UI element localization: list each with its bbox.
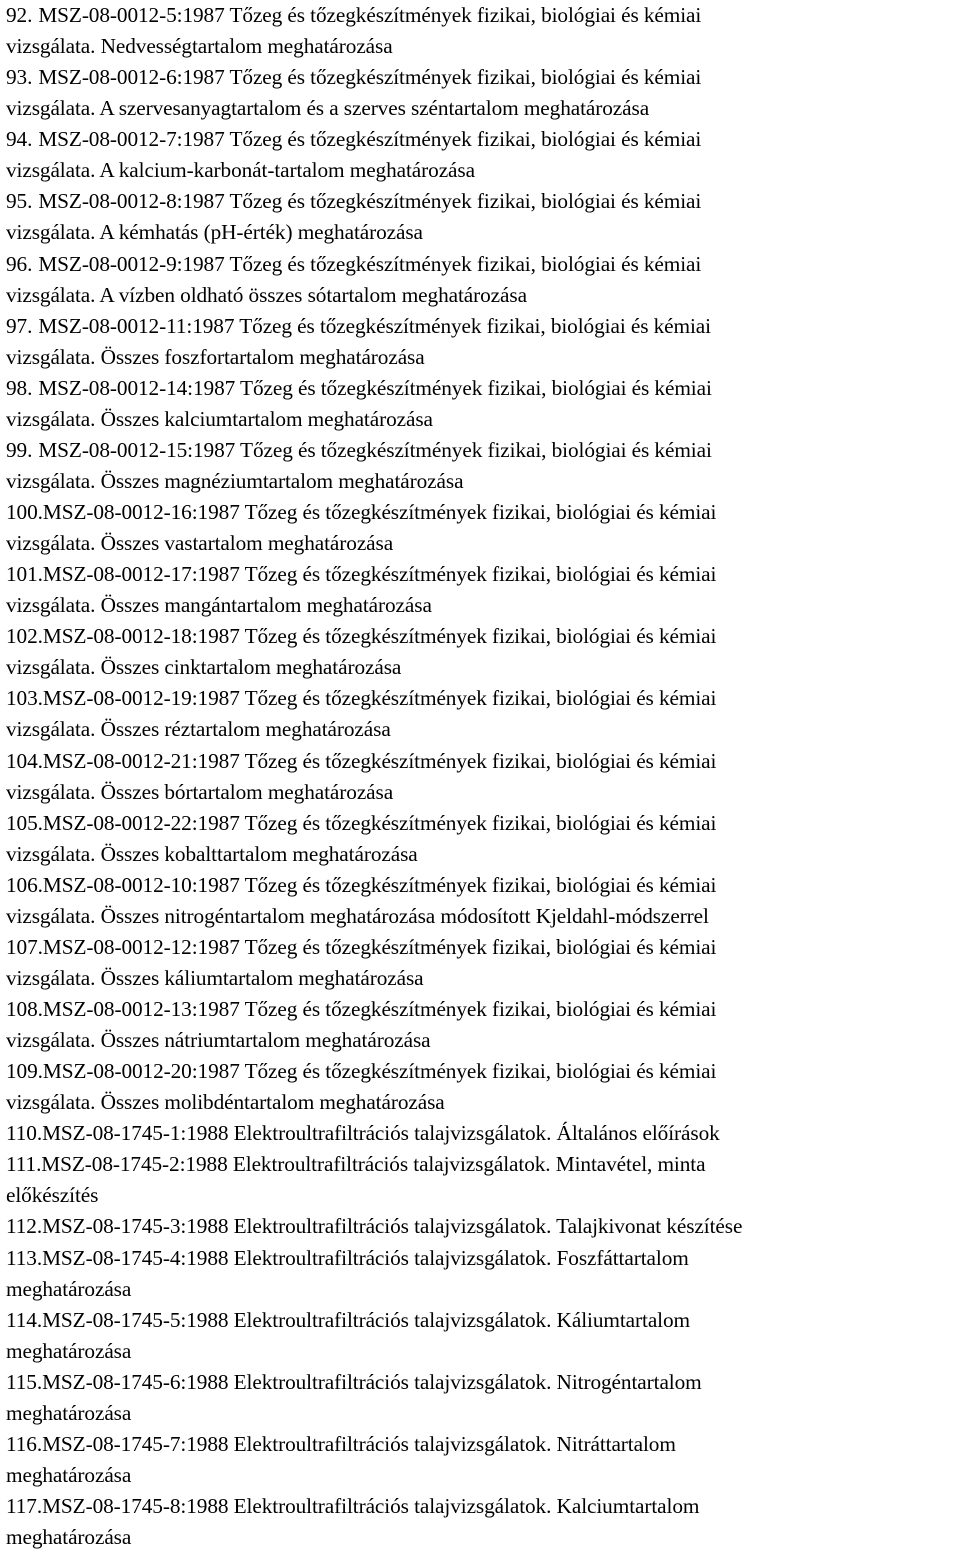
standard-entry [6, 62, 956, 124]
entry-title-line2: vizsgálata. A kémhatás (pH-érték) meghatározása [6, 220, 423, 245]
entry-title-line2: előkészítés [6, 1183, 99, 1208]
standard-entry [6, 1429, 956, 1491]
entry-first-line [6, 249, 956, 280]
entry-title-line1: MSZ-08-1745-8:1988 Elektroultrafiltrációs talajvizsgálatok. Kalciumtartalom [42, 1494, 700, 1518]
entry-number: 96. [6, 251, 33, 276]
entry-first-line [6, 559, 956, 590]
standard-entry [6, 1149, 956, 1211]
entry-first-line [6, 311, 956, 342]
entry-title-line1: MSZ-08-1745-5:1988 Elektroultrafiltrációs talajvizsgálatok. Káliumtartalom [42, 1307, 690, 1332]
standard-entry [6, 1056, 956, 1118]
standard-entry [6, 435, 956, 497]
entry-title-line2: vizsgálata. Összes mangántartalom meghatározása [6, 593, 432, 618]
entry-title-line1: MSZ-08-0012-14:1987 Tőzeg és tőzegkészítmények fizikai, biológiai és kémiai [38, 375, 712, 400]
entry-first-line [6, 0, 956, 31]
standard-entry [6, 311, 956, 373]
entry-number: 107. [6, 934, 43, 959]
entry-first-line [6, 870, 956, 901]
entry-number: 111. [6, 1152, 42, 1177]
entry-first-line [6, 373, 956, 404]
entry-title-line2: vizsgálata. Összes molibdéntartalom meghatározása [6, 1090, 445, 1115]
standard-entry [6, 621, 956, 683]
entry-title-line2: meghatározása [6, 1400, 132, 1425]
entry-title-line1: MSZ-08-0012-12:1987 Tőzeg és tőzegkészítmények fizikai, biológiai és kémiai [42, 934, 717, 959]
standard-entry [6, 0, 956, 62]
entry-number: 105. [6, 810, 43, 835]
entry-number: 117. [6, 1494, 43, 1518]
entry-title-line2: vizsgálata. A kalcium-karbonát-tartalom meghatározása [6, 158, 475, 183]
entry-title-line2: vizsgálata. Összes cinktartalom meghatározása [6, 655, 402, 680]
entry-first-line [6, 1056, 956, 1087]
entry-number: 103. [6, 686, 43, 711]
entry-number: 113. [6, 1245, 43, 1270]
entry-title-line1: MSZ-08-0012-10:1987 Tőzeg és tőzegkészítmények fizikai, biológiai és kémiai [42, 872, 717, 897]
entry-number: 94. [6, 127, 33, 152]
entry-number: 92. [6, 3, 33, 27]
entry-title-line1: MSZ-08-1745-3:1988 Elektroultrafiltrációs talajvizsgálatok. Talajkivonat készítése [42, 1214, 743, 1239]
standard-entry [6, 1118, 956, 1149]
entry-title-line2: vizsgálata. Összes káliumtartalom meghatározása [6, 965, 424, 990]
entry-title-line2: vizsgálata. Nedvességtartalom meghatározása [6, 34, 393, 59]
standard-entry [6, 1243, 956, 1305]
entry-first-line [6, 1429, 956, 1460]
entry-title-line1: MSZ-08-0012-6:1987 Tőzeg és tőzegkészítmények fizikai, biológiai és kémiai [38, 65, 702, 90]
entry-first-line [6, 932, 956, 963]
entry-number: 109. [6, 1059, 43, 1084]
entry-first-line [6, 124, 956, 155]
entry-title-line2: vizsgálata. Összes magnéziumtartalom meghatározása [6, 468, 464, 493]
entry-title-line1: MSZ-08-0012-9:1987 Tőzeg és tőzegkészítmények fizikai, biológiai és kémiai [38, 251, 702, 276]
entry-title-line1: MSZ-08-0012-7:1987 Tőzeg és tőzegkészítmények fizikai, biológiai és kémiai [38, 127, 702, 152]
entry-title-line2: vizsgálata. Összes bórtartalom meghatározása [6, 779, 394, 804]
standards-list [6, 0, 956, 1553]
entry-number: 112. [6, 1214, 43, 1239]
entry-number: 104. [6, 748, 43, 773]
entry-number: 100. [6, 500, 43, 524]
standard-entry [6, 559, 956, 621]
standard-entry [6, 124, 956, 186]
entry-first-line [6, 62, 956, 93]
entry-number: 97. [6, 313, 33, 338]
entry-title-line2: vizsgálata. Összes vastartalom meghatározása [6, 531, 394, 556]
entry-first-line [6, 1243, 956, 1274]
entry-title-line2: meghatározása [6, 1338, 132, 1363]
entry-first-line [6, 186, 956, 217]
entry-first-line [6, 1211, 956, 1242]
entry-title-line1: MSZ-08-0012-5:1987 Tőzeg és tőzegkészítmények fizikai, biológiai és kémiai [38, 3, 702, 27]
entry-title-line1: MSZ-08-0012-15:1987 Tőzeg és tőzegkészítmények fizikai, biológiai és kémiai [38, 437, 712, 462]
standard-entry [6, 1305, 956, 1367]
entry-title-line2: meghatározása [6, 1276, 132, 1301]
entry-first-line [6, 435, 956, 466]
entry-number: 106. [6, 872, 43, 897]
entry-first-line [6, 1149, 956, 1180]
entry-number: 110. [6, 1121, 43, 1146]
entry-title-line1: MSZ-08-0012-18:1987 Tőzeg és tőzegkészítmények fizikai, biológiai és kémiai [42, 624, 717, 649]
standard-entry [6, 683, 956, 745]
entry-title-line2: vizsgálata. Összes kobalttartalom meghatározása [6, 841, 418, 866]
entry-first-line [6, 497, 956, 528]
standard-entry [6, 870, 956, 932]
entry-number: 98. [6, 375, 33, 400]
standard-entry [6, 994, 956, 1056]
entry-title-line2: vizsgálata. A szervesanyagtartalom és a szerves széntartalom meghatározása [6, 96, 650, 121]
entry-title-line1: MSZ-08-1745-1:1988 Elektroultrafiltrációs talajvizsgálatok. Általános előírások [42, 1121, 720, 1146]
standard-entry [6, 373, 956, 435]
entry-first-line [6, 808, 956, 839]
entry-title-line1: MSZ-08-0012-20:1987 Tőzeg és tőzegkészítmények fizikai, biológiai és kémiai [42, 1059, 717, 1084]
standard-entry [6, 249, 956, 311]
entry-title-line2: meghatározása [6, 1525, 132, 1550]
entry-first-line [6, 746, 956, 777]
entry-first-line [6, 994, 956, 1025]
entry-number: 95. [6, 189, 33, 214]
entry-first-line [6, 621, 956, 652]
entry-first-line [6, 683, 956, 714]
entry-first-line [6, 1367, 956, 1398]
entry-first-line [6, 1118, 956, 1149]
entry-number: 99. [6, 437, 33, 462]
entry-title-line1: MSZ-08-1745-2:1988 Elektroultrafiltrációs talajvizsgálatok. Mintavétel, minta [41, 1152, 706, 1177]
standard-entry [6, 497, 956, 559]
entry-number: 102. [6, 624, 43, 649]
entry-title-line1: MSZ-08-1745-4:1988 Elektroultrafiltrációs talajvizsgálatok. Foszfáttartalom [42, 1245, 689, 1270]
entry-title-line2: meghatározása [6, 1462, 132, 1487]
entry-number: 115. [6, 1369, 43, 1394]
entry-title-line2: vizsgálata. Összes kalciumtartalom meghatározása [6, 406, 433, 431]
entry-number: 116. [6, 1431, 43, 1456]
standard-entry [6, 932, 956, 994]
standard-entry [6, 808, 956, 870]
entry-title-line1: MSZ-08-0012-22:1987 Tőzeg és tőzegkészítmények fizikai, biológiai és kémiai [42, 810, 717, 835]
entry-title-line1: MSZ-08-0012-13:1987 Tőzeg és tőzegkészítmények fizikai, biológiai és kémiai [42, 997, 717, 1021]
entry-title-line2: vizsgálata. A vízben oldható összes sótartalom meghatározása [6, 282, 527, 307]
entry-title-line1: MSZ-08-0012-16:1987 Tőzeg és tőzegkészítmények fizikai, biológiai és kémiai [42, 500, 717, 524]
entry-first-line [6, 1305, 956, 1336]
entry-title-line1: MSZ-08-0012-17:1987 Tőzeg és tőzegkészítmények fizikai, biológiai és kémiai [42, 562, 717, 587]
standard-entry [6, 1367, 956, 1429]
standard-entry [6, 746, 956, 808]
entry-title-line2: vizsgálata. Összes nitrogéntartalom meghatározása módosított Kjeldahl-módszerrel [6, 903, 709, 928]
entry-title-line2: vizsgálata. Összes nátriumtartalom meghatározása [6, 1028, 431, 1053]
entry-title-line2: vizsgálata. Összes réztartalom meghatározása [6, 717, 391, 742]
entry-title-line1: MSZ-08-0012-19:1987 Tőzeg és tőzegkészítmények fizikai, biológiai és kémiai [42, 686, 717, 711]
entry-title-line1: MSZ-08-0012-11:1987 Tőzeg és tőzegkészítmények fizikai, biológiai és kémiai [38, 313, 711, 338]
entry-number: 108. [6, 997, 43, 1021]
standard-entry [6, 1491, 956, 1553]
standard-entry [6, 1211, 956, 1242]
entry-title-line1: MSZ-08-1745-7:1988 Elektroultrafiltrációs talajvizsgálatok. Nitráttartalom [42, 1431, 676, 1456]
entry-number: 114. [6, 1307, 43, 1332]
entry-first-line [6, 1491, 956, 1522]
entry-title-line1: MSZ-08-1745-6:1988 Elektroultrafiltrációs talajvizsgálatok. Nitrogéntartalom [42, 1369, 702, 1394]
entry-title-line1: MSZ-08-0012-8:1987 Tőzeg és tőzegkészítmények fizikai, biológiai és kémiai [38, 189, 702, 214]
entry-number: 93. [6, 65, 33, 90]
standard-entry [6, 186, 956, 248]
entry-number: 101. [6, 562, 43, 587]
entry-title-line2: vizsgálata. Összes foszfortartalom meghatározása [6, 344, 425, 369]
entry-title-line1: MSZ-08-0012-21:1987 Tőzeg és tőzegkészítmények fizikai, biológiai és kémiai [42, 748, 717, 773]
